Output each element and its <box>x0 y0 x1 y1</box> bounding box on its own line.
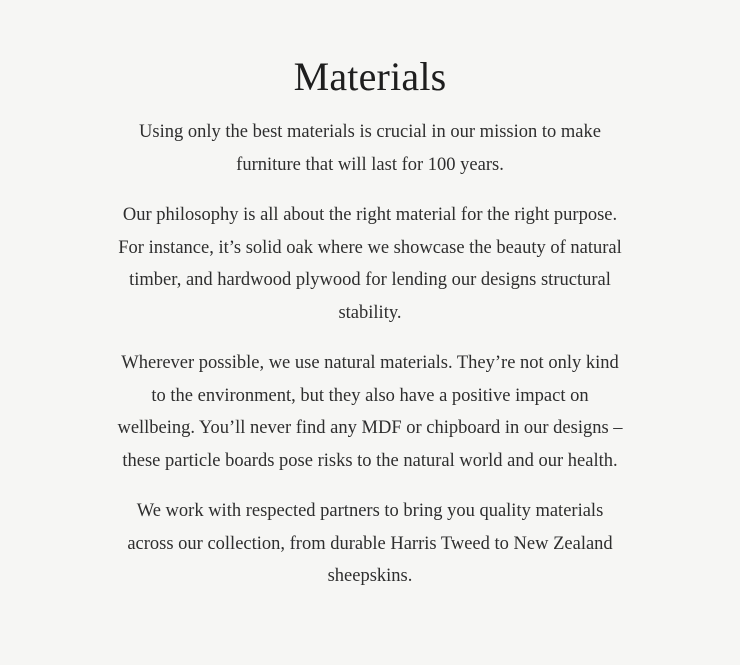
paragraph-intro: Using only the best materials is crucial in our mission to make furniture that will last for 100 years. <box>139 122 601 175</box>
section-title: Materials <box>293 54 447 99</box>
paragraph-partners: We work with respected partners to bring you quality materials across our collection, from durable Harris Tweed to New Zealand sheepskins. <box>127 501 613 586</box>
paragraph-natural-materials: Wherever possible, we use natural materials. They’re not only kind to the environment, but they also have a positive impact on wellbeing. You’ll never find any MDF or chipboard in our designs – these particle boards pose risks to the natural world and our health. <box>117 353 623 471</box>
paragraph-philosophy: Our philosophy is all about the right material for the right purpose. For instance, it’s solid oak where we showcase the beauty of natural timber, and hardwood plywood for lending our designs structural stability. <box>118 205 622 323</box>
materials-content <box>115 116 625 593</box>
